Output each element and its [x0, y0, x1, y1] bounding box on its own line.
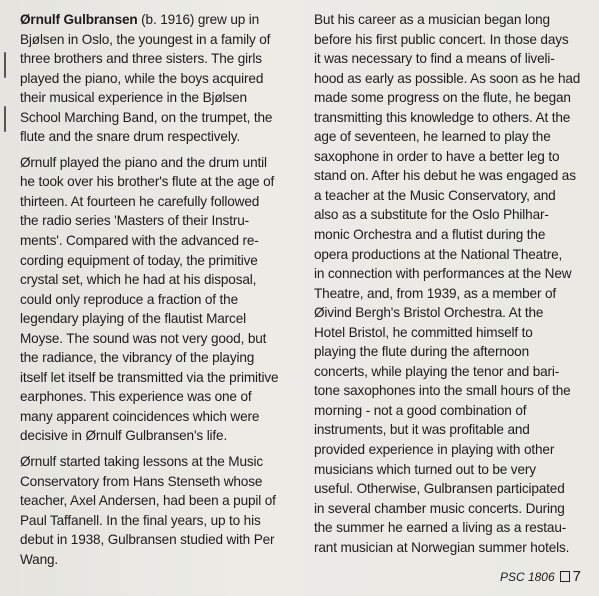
paragraph-career: But his career as a musician began long before his first public concert. In those days it was necessary to find a means of liveli- hood as early as possible. As soon as he had made some progress on the flute, he began transmitting this knowledge to others. At the age of seventeen, he learned to play the saxophone in order to have a better leg to stand on. After his debut he was engaged as a teacher at the Music Conservatory, and also as a substitute for the Oslo Philhar- monic Orchestra and a flutist during the opera productions at the National Theatre, in connection with performances at the New Theatre, and, from 1939, as a member of Øivind Bergh's Bristol Orchestra. At the Hotel Bristol, he committed himself to playing the flute during the afternoon concerts, while playing the tenor and bari- tone saxophones into the small hours of the morning - not a good combination of instruments, but it was profitable and provided experience in playing with other musicians which turned out to be very useful. Otherwise, Gulbransen participated in several chamber music concerts. During the summer he earned a living as a restau- rant musician at Norwegian summer hotels.	[314, 12, 581, 555]
margin-mark	[4, 106, 6, 132]
paragraph-lessons: Ørnulf started taking lessons at the Music Conservatory from Hans Stenseth whose teacher, Axel Andersen, had been a pupil of Paul Taffanell. In the final years, up to his debut in 1938, Gulbransen studied with Per Wang.	[20, 454, 276, 567]
page-footer	[500, 568, 581, 585]
right-column	[314, 10, 592, 563]
margin-mark	[4, 52, 6, 78]
paragraph-radio: Ørnulf played the piano and the drum until he took over his brother's flute at the age of thirteen. At fourteen he carefully followed the radio series 'Masters of their Instru- ments'. Compared with the advanced re- cording equipment of today, the primitive crystal set, which he had at his disposal, could only reproduce a fraction of the legendary playing of the flautist Marcel Moyse. The sound was not very good, but the radiance, the vibrancy of the playing itself let itself be transmitted via the primitive earphones. This experience was one of many apparent coincidences which were decisive in Ørnulf Gulbransen's life.	[20, 154, 279, 444]
catalog-number: PSC 1806	[499, 569, 555, 584]
paragraph-intro: Ørnulf Gulbransen (b. 1916) grew up in Bjølsen in Oslo, the youngest in a family of three brothers and three sisters. The girls played the piano, while the boys acquired their musical experience in the Bjølsen School Marching Band, on the trumpet, the flute and the snare drum respectively.	[20, 12, 273, 145]
left-column	[20, 10, 310, 575]
square-box-icon	[560, 571, 570, 582]
page-number: 7	[572, 568, 581, 585]
artist-name: Ørnulf Gulbransen	[20, 12, 138, 27]
